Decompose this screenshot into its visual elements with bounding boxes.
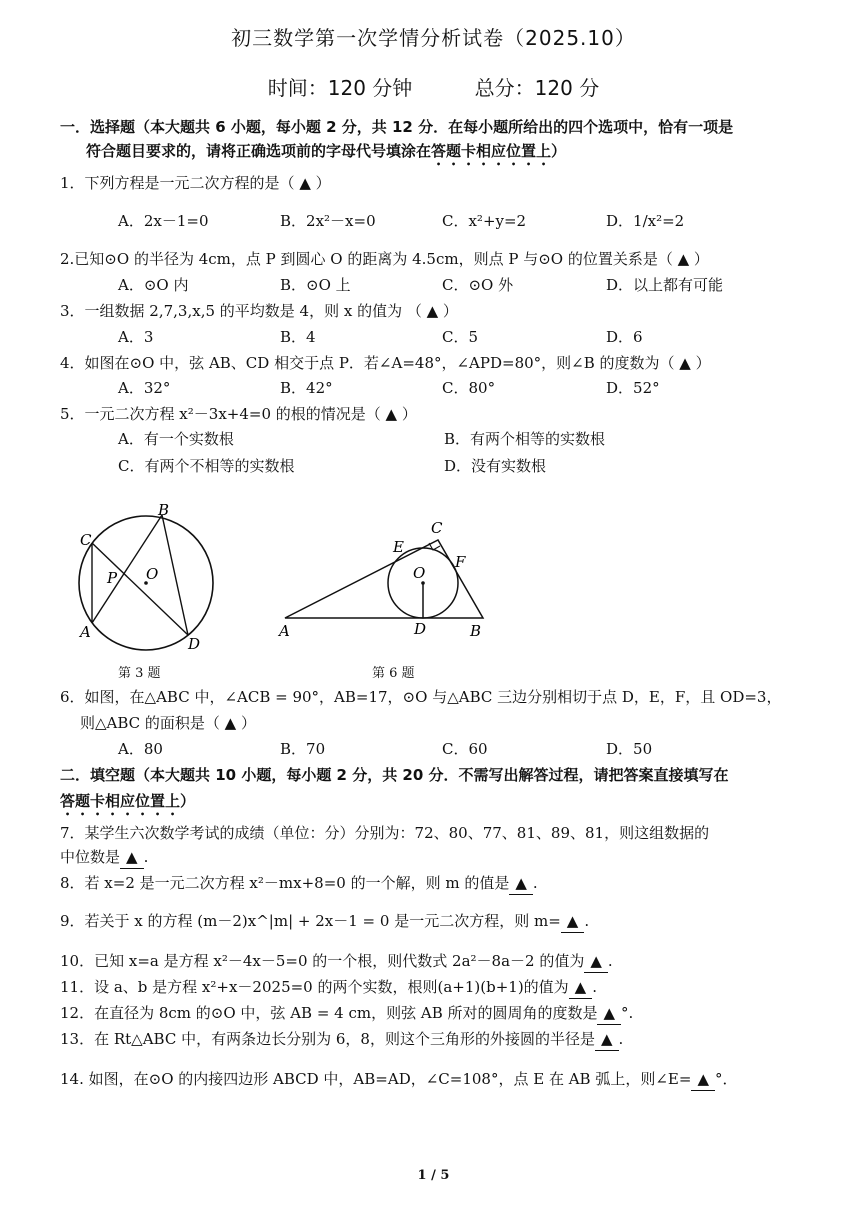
- label-b: B: [158, 501, 170, 519]
- q5-option-d: D．没有实数根: [444, 457, 547, 475]
- q9-end: .: [584, 912, 590, 930]
- q1-option-a: A．2x－1=0: [118, 212, 209, 230]
- figure-q6-caption: 第 6 题: [372, 666, 415, 681]
- q10-end: .: [607, 952, 613, 970]
- q2-option-a: A．⊙O 内: [118, 276, 189, 294]
- q9-blank: ▲: [561, 910, 585, 933]
- q13-end: .: [618, 1030, 624, 1048]
- q12-end: °.: [621, 1004, 634, 1022]
- label-c: C: [80, 531, 92, 549]
- label-a: A: [279, 622, 290, 640]
- q2-option-d: D．以上都有可能: [606, 276, 724, 294]
- q2-option-b: B．⊙O 上: [280, 276, 351, 294]
- q6-option-a: A．80: [118, 740, 163, 758]
- exam-score: 总分：120 分: [474, 76, 600, 100]
- q1-option-b: B．2x²－x=0: [280, 212, 376, 230]
- q4-option-c: C．80°: [442, 379, 496, 397]
- q3-stem: 3．一组数据 2,7,3,x,5 的平均数是 4，则 x 的值为 （ ▲ ）: [60, 302, 458, 320]
- section2-close: ）: [180, 792, 196, 810]
- label-o: O: [146, 565, 159, 583]
- q5-option-c: C．有两个不相等的实数根: [118, 457, 295, 475]
- q9-text: 9．若关于 x 的方程 (m－2)x^|m| + 2x－1 = 0 是一元二次方程，则 m=: [60, 912, 561, 930]
- section1-heading-cont: [86, 140, 846, 169]
- q10-text: 10．已知 x=a 是方程 x²－4x－5=0 的一个根，则代数式 2a²－8a－2 的值为: [60, 952, 585, 970]
- section1-heading: 一．选择题（本大题共 6 小题，每小题 2 分，共 12 分．在每小题所给出的四个选项中，恰有一项是: [60, 118, 734, 136]
- q11-blank: ▲: [569, 976, 593, 999]
- q8-stem: [60, 872, 820, 895]
- q3-option-b: B．4: [280, 328, 316, 346]
- label-b: B: [470, 622, 482, 640]
- page-title: 初三数学第一次学情分析试卷（2025.10）: [231, 26, 636, 50]
- q5-option-a: A．有一个实数根: [118, 430, 234, 448]
- q14-blank: ▲: [691, 1068, 715, 1091]
- q5-option-b: B．有两个相等的实数根: [444, 430, 606, 448]
- q6-stem: 6．如图，在△ABC 中，∠ACB = 90°，AB=17，⊙O 与△ABC 三边分别相切于点 D，E，F，且 OD=3，: [60, 688, 782, 706]
- label-e: E: [393, 538, 404, 556]
- page-number: 1 / 5: [417, 1168, 450, 1183]
- label-p: P: [107, 569, 118, 587]
- section1-emphasis: 答题卡相应位置上: [431, 142, 552, 160]
- section2-emphasis: 答题卡相应位置上: [60, 792, 181, 810]
- q7-blank: ▲: [120, 846, 144, 869]
- figure-q3-caption: 第 3 题: [118, 666, 161, 681]
- q11-stem: [60, 976, 820, 999]
- label-d: D: [414, 620, 427, 638]
- q4-option-a: A．32°: [118, 379, 171, 397]
- q12-stem: [60, 1002, 820, 1025]
- label-f: F: [455, 553, 466, 571]
- chord-cd: [92, 543, 188, 635]
- label-c: C: [431, 519, 443, 537]
- q10-stem: [60, 950, 820, 973]
- q4-option-b: B．42°: [280, 379, 333, 397]
- q6-option-d: D．50: [606, 740, 653, 758]
- q8-text: 8．若 x=2 是一元二次方程 x²－mx+8=0 的一个解，则 m 的值是: [60, 874, 510, 892]
- q1-option-c: C．x²+y=2: [442, 212, 527, 230]
- q6-stem-cont: 则△ABC 的面积是（ ▲ ）: [80, 714, 256, 732]
- q8-blank: ▲: [509, 872, 533, 895]
- q1-stem: 1．下列方程是一元二次方程的是（ ▲ ）: [60, 174, 331, 192]
- section2-heading: 二．填空题（本大题共 10 小题，每小题 2 分，共 20 分．不需写出解答过程，请把答案直接填写在: [60, 766, 729, 784]
- q13-blank: ▲: [595, 1028, 619, 1051]
- exam-time: 时间：120 分钟: [267, 76, 413, 100]
- q1-option-d: D．1/x²=2: [606, 212, 685, 230]
- label-d: D: [188, 635, 201, 653]
- q2-option-c: C．⊙O 外: [442, 276, 514, 294]
- section1-close: ）: [551, 142, 567, 160]
- q13-text: 13．在 Rt△ABC 中，有两条边长分别为 6，8，则这个三角形的外接圆的半径是: [60, 1030, 595, 1048]
- q8-end: .: [532, 874, 538, 892]
- exam-info: [0, 72, 867, 101]
- q6-option-b: B．70: [280, 740, 326, 758]
- q14-text: 14. 如图，在⊙O 的内接四边形 ABCD 中，AB=AD，∠C=108°，点 E 在 AB 弧上，则∠E=: [60, 1070, 692, 1088]
- q9-stem: [60, 910, 820, 933]
- q7-text: 中位数是: [60, 848, 121, 866]
- figure-q3: [60, 495, 240, 660]
- q7-stem-cont: [60, 846, 820, 869]
- label-o: O: [413, 564, 426, 582]
- label-a: A: [80, 623, 91, 641]
- figure-q6: [275, 510, 495, 650]
- q6-option-c: C．60: [442, 740, 488, 758]
- section2-heading-cont: [60, 790, 820, 819]
- q10-blank: ▲: [584, 950, 608, 973]
- q11-text: 11．设 a、b 是方程 x²+x－2025=0 的两个实数，根则(a+1)(b+1)的值为: [60, 978, 569, 996]
- q14-end: °．: [714, 1070, 738, 1088]
- q13-stem: [60, 1028, 820, 1051]
- q4-option-d: D．52°: [606, 379, 660, 397]
- section1-text: 符合题目要求的，请将正确选项前的字母代号填涂在: [86, 142, 432, 160]
- q4-stem: 4．如图在⊙O 中，弦 AB、CD 相交于点 P．若∠A=48°，∠APD=80°，则∠B 的度数为（ ▲ ）: [60, 354, 711, 372]
- q3-option-d: D．6: [606, 328, 643, 346]
- q7-end: .: [143, 848, 149, 866]
- q3-option-a: A．3: [118, 328, 154, 346]
- q14-stem: [60, 1068, 820, 1091]
- q11-end: .: [592, 978, 597, 996]
- chord-bd: [162, 515, 188, 635]
- q7-stem: 7．某学生六次数学考试的成绩（单位：分）分别为：72、80、77、81、89、81，则这组数据的: [60, 824, 710, 842]
- triangle-abc: [285, 540, 483, 618]
- q12-text: 12．在直径为 8cm 的⊙O 中，弦 AB = 4 cm，则弦 AB 所对的圆周角的度数是: [60, 1004, 598, 1022]
- q12-blank: ▲: [597, 1002, 621, 1025]
- q2-stem: 2.已知⊙O 的半径为 4cm，点 P 到圆心 O 的距离为 4.5cm，则点 P 与⊙O 的位置关系是（ ▲ ）: [60, 250, 709, 268]
- q5-stem: 5．一元二次方程 x²－3x+4=0 的根的情况是（ ▲ ）: [60, 405, 417, 423]
- q3-option-c: C．5: [442, 328, 479, 346]
